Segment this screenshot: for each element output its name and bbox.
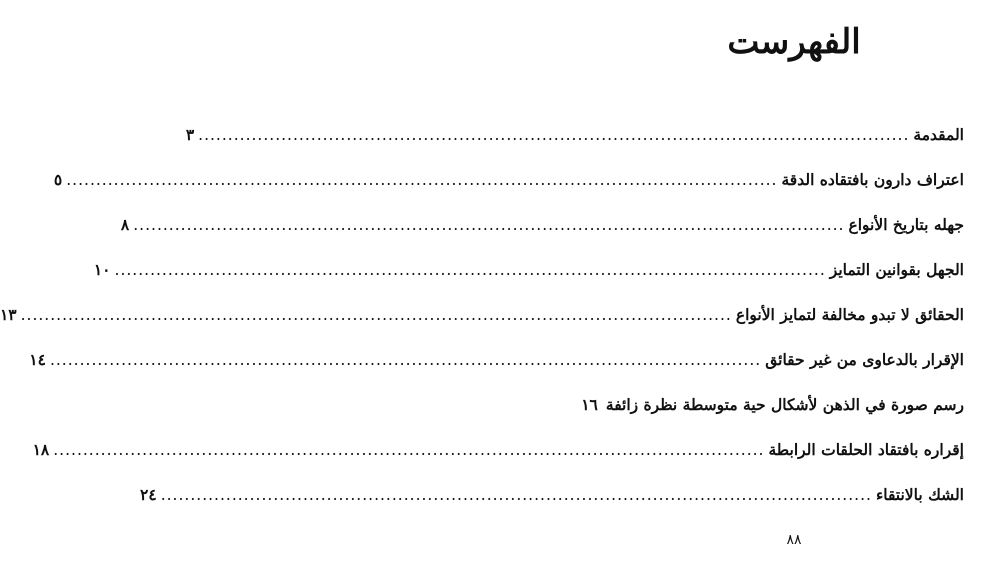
toc-entry-title: الشك بالانتقاء bbox=[875, 485, 964, 504]
toc-entry bbox=[93, 247, 964, 292]
toc-entry-title: جهله بتاريخ الأنواع bbox=[848, 215, 964, 234]
toc-dot-leader: ........................................................................................................................ bbox=[53, 441, 765, 459]
toc-entry bbox=[185, 112, 964, 157]
toc-dot-leader: ........................................................................................................................ bbox=[20, 306, 732, 324]
toc-entry bbox=[29, 337, 964, 382]
toc-entry-title: رسم صورة في الذهن لأشكال حية متوسطة نظرة زائفة bbox=[605, 395, 964, 414]
toc-dot-leader: ........................................................................................................................ bbox=[160, 486, 872, 504]
toc-entry-title: إقراره بافتقاد الحلقات الرابطة bbox=[768, 440, 964, 459]
toc-entry-title: الجهل بقوانين التمايز bbox=[829, 260, 964, 279]
page-title: الفهرست bbox=[727, 22, 861, 62]
toc-dot-leader: ........................................................................................................................ bbox=[66, 171, 778, 189]
toc-entry bbox=[581, 382, 964, 427]
page-number: ٨٨ bbox=[786, 532, 802, 548]
toc-entry-page: ١٨ bbox=[32, 440, 50, 459]
toc-entry bbox=[0, 292, 964, 337]
toc-entry bbox=[53, 157, 964, 202]
toc-entry-title: اعتراف دارون بافتقاده الدقة bbox=[781, 170, 964, 189]
toc-entry bbox=[140, 472, 964, 517]
table-of-contents bbox=[0, 112, 964, 517]
toc-entry-title: المقدمة bbox=[913, 125, 964, 144]
toc-dot-leader: ........................................................................................................................ bbox=[133, 216, 845, 234]
toc-entry-title: الحقائق لا تبدو مخالفة لتمايز الأنواع bbox=[735, 305, 964, 324]
toc-dot-leader: ........................................................................................................................ bbox=[198, 126, 910, 144]
toc-entry-page: ١٦ bbox=[581, 395, 598, 414]
toc-entry-page: ٣ bbox=[185, 125, 195, 144]
toc-dot-leader: ........................................................................................................................ bbox=[114, 261, 826, 279]
toc-dot-leader: ........................................................................................................................ bbox=[49, 351, 762, 369]
toc-entry bbox=[120, 202, 964, 247]
toc-entry-page: ٥ bbox=[53, 170, 63, 189]
toc-entry bbox=[32, 427, 964, 472]
toc-entry-page: ٨ bbox=[120, 215, 130, 234]
toc-entry-page: ١٣ bbox=[0, 305, 17, 324]
toc-entry-page: ١٠ bbox=[93, 260, 111, 279]
toc-entry-page: ١٤ bbox=[29, 350, 46, 369]
toc-entry-title: الإقرار بالدعاوى من غير حقائق bbox=[765, 350, 964, 369]
toc-entry-page: ٢٤ bbox=[140, 485, 157, 504]
